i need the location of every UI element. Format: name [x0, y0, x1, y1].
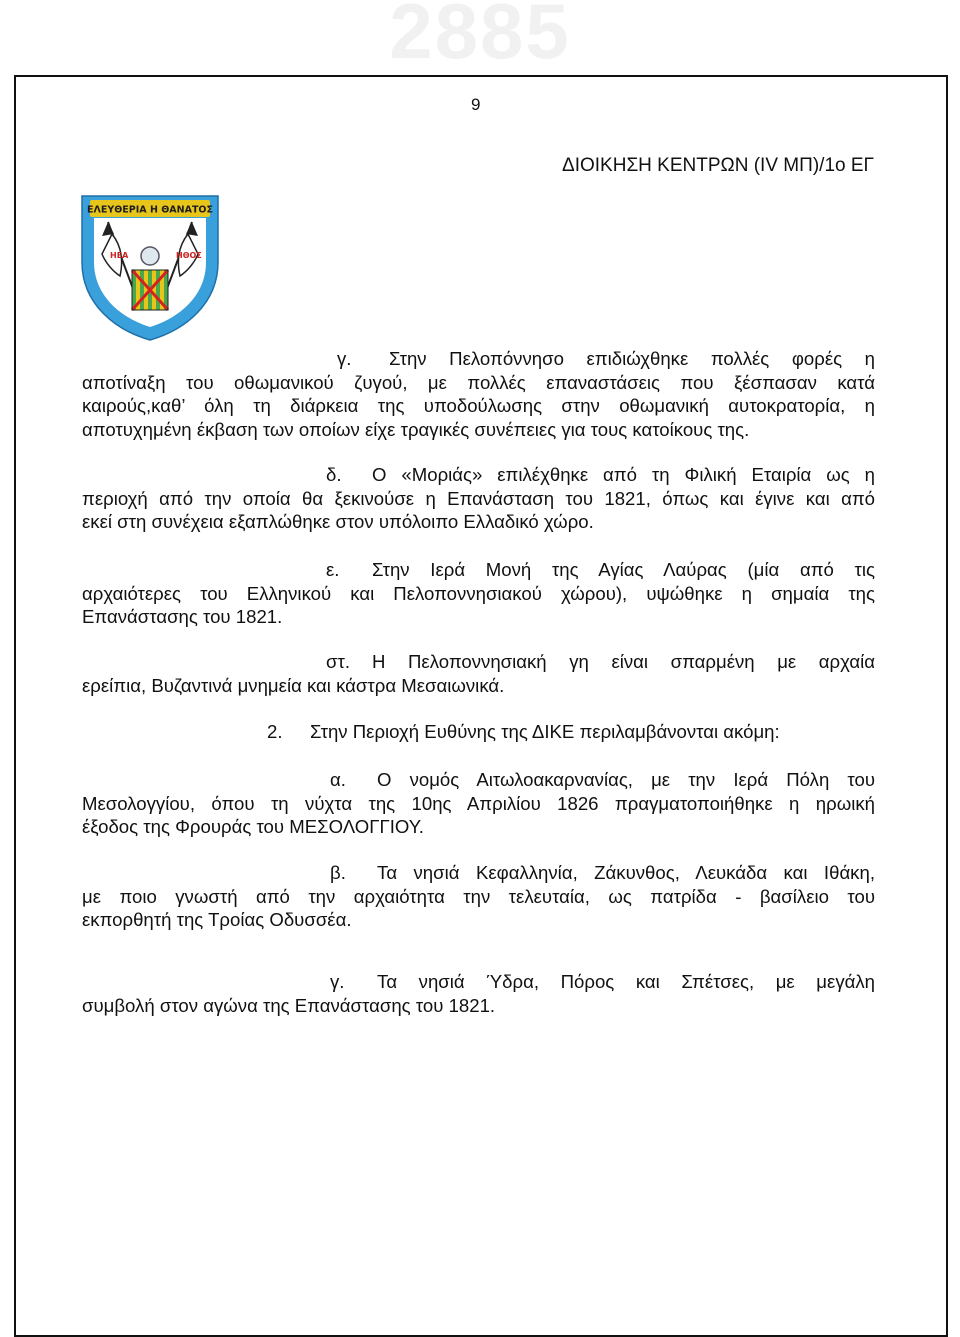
paragraph-line: Τα νησιά Κεφαλληνία, Ζάκυνθος, Λευκάδα και Ιθάκη,	[377, 862, 875, 883]
paragraph-st	[82, 650, 875, 697]
paragraph-line: Μεσολογγίου, όπου τη νύχτα της 10ης Απριλίου 1826 πραγματοποιήθηκε η ηρωική	[82, 792, 875, 814]
paragraph-line: Ο «Μοριάς» επιλέχθηκε από τη Φιλική Εταιρία ως η	[372, 464, 875, 485]
paragraph-epsilon	[82, 558, 875, 629]
paragraph-line: αποτίναξη του οθωμανικού ζυγού, με πολλές επαναστάσεις που ξέσπασαν κατά	[82, 371, 875, 393]
paragraph-line: Επανάστασης του 1821.	[82, 606, 283, 627]
emblem-banner-left: ΗΕΑ	[110, 251, 129, 260]
paragraph-line: Στην Πελοπόννησο επιδιώχθηκε πολλές φορές η	[389, 348, 875, 369]
section-2-heading	[82, 720, 875, 744]
emblem-motto: ΕΛΕΥΘΕΡΙΑ Η ΘΑΝΑΤΟΣ	[87, 204, 213, 216]
paragraph-line: αποτυχημένη έκβαση των οποίων είχε τραγικές συνέπειες για τους κατοίκους της.	[82, 418, 750, 440]
paragraph-beta	[82, 861, 875, 932]
paragraph-line: εκεί στη συνέχεια εξαπλώθηκε στον υπόλοιπο Ελλαδικό χώρο.	[82, 511, 594, 532]
paragraph-marker: γ.	[330, 971, 345, 992]
paragraph-line: ερείπια, Βυζαντινά μνημεία και κάστρα Μεσαιωνικά.	[82, 674, 505, 696]
paragraph-marker: ε.	[326, 559, 340, 580]
paragraph-marker: β.	[330, 862, 346, 883]
paragraph-line: Ο νομός Αιτωλοακαρνανίας, με την Ιερά Πόλη του	[377, 769, 875, 790]
paragraph-line: εκπορθητή της Τροίας Οδυσσέα.	[82, 909, 352, 930]
paragraph-line: έξοδος της Φρουράς του ΜΕΣΟΛΟΓΓΙΟΥ.	[82, 816, 424, 837]
paragraph-line: Η Πελοποννησιακή γη είναι σπαρμένη με αρχαία	[372, 651, 875, 672]
paragraph-marker: γ.	[337, 348, 352, 369]
section-number: 2.	[267, 721, 283, 742]
paragraph-alpha	[82, 768, 875, 839]
paragraph-gamma-2	[82, 970, 875, 1017]
paragraph-line: αρχαιότερες του Ελληνικού και Πελοποννησιακού χώρου), υψώθηκε η σημαία της	[82, 582, 875, 604]
paragraph-marker: στ.	[326, 651, 350, 672]
emblem-banner-right: ΗΘΟΣ	[176, 251, 202, 260]
paragraph-line: Τα νησιά Ύδρα, Πόρος και Σπέτσες, με μεγάλη	[377, 971, 875, 992]
paragraph-line: καιρούς,καθ’ όλη τη διάρκεια της υποδούλωσης στην οθωμανική αυτοκρατορία, η	[82, 395, 875, 416]
paragraph-line: με ποιο γνωστή από την αρχαιότητα την τελευταία, ως πατρίδα - βασίλειο του	[82, 885, 875, 907]
paragraph-gamma	[82, 347, 875, 441]
unit-emblem	[80, 192, 220, 342]
paragraph-marker: α.	[330, 769, 346, 790]
watermark: 2885	[389, 0, 571, 75]
page-number: 9	[471, 95, 481, 114]
paragraph-line: συμβολή στον αγώνα της Επανάστασης του 1821.	[82, 994, 496, 1016]
paragraph-marker: δ.	[326, 464, 342, 485]
section-heading-text: Στην Περιοχή Ευθύνης της ΔΙΚΕ περιλαμβάνονται ακόμη:	[310, 721, 780, 742]
paragraph-line: περιοχή από την οποία θα ξεκινούσε η Επανάσταση του 1821, όπως και έγινε και από	[82, 487, 875, 509]
header-title: ΔΙΟΙΚΗΣΗ ΚΕΝΤΡΩΝ (IV ΜΠ)/1ο ΕΓ	[562, 155, 874, 176]
paragraph-line: Στην Ιερά Μονή της Αγίας Λαύρας (μία από τις	[372, 559, 875, 580]
paragraph-delta	[82, 463, 875, 534]
